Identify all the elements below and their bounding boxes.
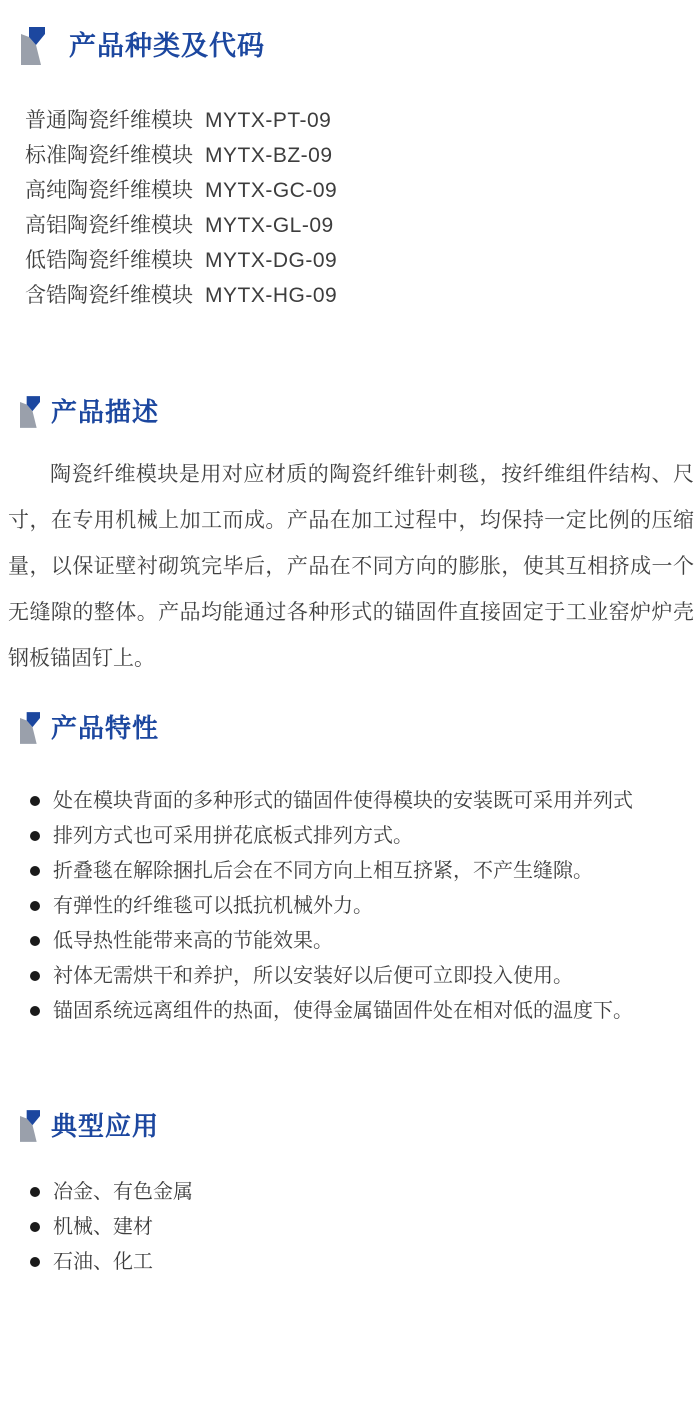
application-item (30, 1210, 685, 1245)
applications-list (30, 1175, 685, 1280)
application-text: 机械、建材 (53, 1216, 153, 1238)
bullet-dot-icon (30, 1187, 40, 1197)
product-type-name: 标准陶瓷纤维模块 (25, 144, 193, 167)
product-type-code: MYTX-PT-09 (205, 109, 332, 132)
product-type-code: MYTX-DG-09 (205, 249, 338, 272)
features-list (30, 784, 685, 1029)
application-text: 冶金、有色金属 (53, 1181, 193, 1203)
product-type-row (25, 103, 337, 138)
section-header-description (20, 396, 159, 428)
section-header-types (21, 27, 265, 65)
product-type-name: 高纯陶瓷纤维模块 (25, 179, 193, 202)
application-item (30, 1175, 685, 1210)
bullet-dot-icon (30, 936, 40, 946)
application-item (30, 1245, 685, 1280)
bullet-dot-icon (30, 901, 40, 911)
section-header-features (20, 712, 159, 744)
feature-text: 有弹性的纤维毯可以抵抗机械外力。 (53, 895, 373, 917)
product-type-code: MYTX-GL-09 (205, 214, 334, 237)
feature-item (30, 959, 685, 994)
application-text: 石油、化工 (53, 1251, 153, 1273)
section-title-features: 产品特性 (51, 713, 160, 743)
feature-text: 处在模块背面的多种形式的锚固件使得模块的安装既可采用并列式 (53, 790, 633, 812)
bullet-dot-icon (30, 866, 40, 876)
product-type-row (25, 208, 337, 243)
section-title-types: 产品种类及代码 (69, 30, 265, 61)
section-title-description: 产品描述 (51, 397, 160, 427)
section-marker-icon (20, 1110, 40, 1142)
feature-item (30, 889, 685, 924)
feature-text: 锚固系统远离组件的热面，使得金属锚固件处在相对低的温度下。 (53, 1000, 633, 1022)
feature-item (30, 819, 685, 854)
bullet-dot-icon (30, 1257, 40, 1267)
bullet-dot-icon (30, 1006, 40, 1016)
product-type-code: MYTX-HG-09 (205, 284, 338, 307)
feature-item (30, 854, 685, 889)
product-type-row (25, 138, 337, 173)
bullet-dot-icon (30, 1222, 40, 1232)
product-type-row (25, 173, 337, 208)
feature-text: 低导热性能带来高的节能效果。 (53, 930, 333, 952)
product-type-name: 高铝陶瓷纤维模块 (25, 214, 193, 237)
section-marker-icon (20, 712, 40, 744)
feature-item (30, 784, 685, 819)
section-header-applications (20, 1110, 159, 1142)
section-marker-icon (21, 27, 45, 65)
bullet-dot-icon (30, 796, 40, 806)
section-marker-icon (20, 396, 40, 428)
feature-item (30, 994, 685, 1029)
feature-text: 折叠毯在解除捆扎后会在不同方向上相互挤紧，不产生缝隙。 (53, 860, 593, 882)
product-type-row (25, 243, 337, 278)
bullet-dot-icon (30, 971, 40, 981)
feature-text: 排列方式也可采用拼花底板式排列方式。 (53, 825, 413, 847)
product-type-name: 含锆陶瓷纤维模块 (25, 284, 193, 307)
section-title-applications: 典型应用 (51, 1111, 160, 1141)
product-type-code: MYTX-BZ-09 (205, 144, 333, 167)
description-paragraph: 陶瓷纤维模块是用对应材质的陶瓷纤维针刺毯，按纤维组件结构、尺寸，在专用机械上加工而成。产品在加工过程中，均保持一定比例的压缩量，以保证壁衬砌筑完毕后，产品在不同方向的膨胀，使其互相挤成一个无缝隙的整体。产品均能通过各种形式的锚固件直接固定于工业窑炉炉壳钢板锚固钉上。 (8, 463, 694, 670)
product-type-name: 普通陶瓷纤维模块 (25, 109, 193, 132)
product-type-list (25, 103, 337, 313)
product-type-row (25, 278, 337, 313)
bullet-dot-icon (30, 831, 40, 841)
product-type-name: 低锆陶瓷纤维模块 (25, 249, 193, 272)
product-type-code: MYTX-GC-09 (205, 179, 338, 202)
feature-item (30, 924, 685, 959)
feature-text: 衬体无需烘干和养护，所以安装好以后便可立即投入使用。 (53, 965, 573, 987)
